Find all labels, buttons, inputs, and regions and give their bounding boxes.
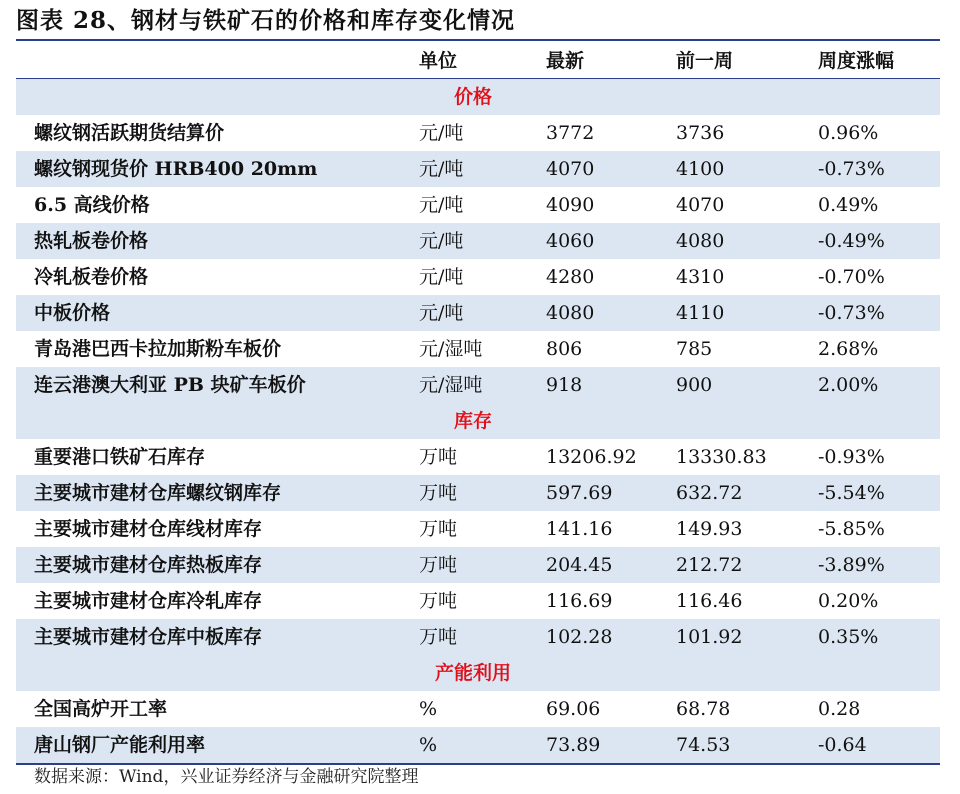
prev-week-value: 13330.83 bbox=[676, 446, 767, 468]
table-row bbox=[16, 583, 940, 619]
unit: 万吨 bbox=[419, 626, 458, 648]
latest-value: 4070 bbox=[546, 158, 595, 180]
weekly-change: 0.20% bbox=[818, 590, 879, 612]
unit: 元/吨 bbox=[419, 194, 464, 216]
header-latest: 最新 bbox=[546, 50, 585, 72]
prev-week-value: 4100 bbox=[676, 158, 725, 180]
unit: 元/吨 bbox=[419, 230, 464, 252]
unit: 万吨 bbox=[419, 518, 458, 540]
weekly-change: 2.68% bbox=[818, 338, 879, 360]
item-name: 主要城市建材仓库中板库存 bbox=[34, 626, 263, 648]
source-note: 数据来源：Wind，兴业证券经济与金融研究院整理 bbox=[34, 767, 419, 787]
section-row bbox=[16, 403, 940, 439]
weekly-change: -0.70% bbox=[818, 266, 885, 288]
table-row bbox=[16, 331, 940, 367]
prev-week-value: 4110 bbox=[676, 302, 725, 324]
section-row bbox=[16, 655, 940, 691]
table-body bbox=[16, 79, 940, 763]
latest-value: 4090 bbox=[546, 194, 595, 216]
weekly-change: -5.85% bbox=[818, 518, 885, 540]
item-name: 热轧板卷价格 bbox=[34, 230, 149, 252]
prev-week-value: 101.92 bbox=[676, 626, 743, 648]
unit: 元/吨 bbox=[419, 302, 464, 324]
prev-week-value: 632.72 bbox=[676, 482, 743, 504]
weekly-change: 2.00% bbox=[818, 374, 879, 396]
unit: % bbox=[419, 734, 438, 756]
unit: 万吨 bbox=[419, 554, 458, 576]
weekly-change: -0.49% bbox=[818, 230, 885, 252]
header-weekly-change: 周度涨幅 bbox=[818, 50, 895, 72]
table-row bbox=[16, 367, 940, 403]
item-name: 螺纹钢活跃期货结算价 bbox=[34, 122, 225, 144]
header-prev-week: 前一周 bbox=[676, 50, 734, 72]
table-row bbox=[16, 439, 940, 475]
unit: 万吨 bbox=[419, 482, 458, 504]
table-row bbox=[16, 187, 940, 223]
latest-value: 13206.92 bbox=[546, 446, 637, 468]
prev-week-value: 4070 bbox=[676, 194, 725, 216]
item-name: 青岛港巴西卡拉加斯粉车板价 bbox=[34, 338, 282, 360]
weekly-change: 0.35% bbox=[818, 626, 879, 648]
table-row bbox=[16, 151, 940, 187]
unit: 元/湿吨 bbox=[419, 374, 483, 396]
item-name: 重要港口铁矿石库存 bbox=[34, 446, 206, 468]
table-row bbox=[16, 691, 940, 727]
prev-week-value: 212.72 bbox=[676, 554, 743, 576]
prev-week-value: 4080 bbox=[676, 230, 725, 252]
table-row bbox=[16, 295, 940, 331]
latest-value: 806 bbox=[546, 338, 583, 360]
unit: 元/吨 bbox=[419, 158, 464, 180]
prev-week-value: 74.53 bbox=[676, 734, 731, 756]
table-row bbox=[16, 115, 940, 151]
table-row bbox=[16, 259, 940, 295]
latest-value: 918 bbox=[546, 374, 583, 396]
section-row bbox=[16, 79, 940, 115]
unit: 元/吨 bbox=[419, 266, 464, 288]
table-row bbox=[16, 475, 940, 511]
item-name: 连云港澳大利亚 PB 块矿车板价 bbox=[34, 374, 306, 396]
weekly-change: -0.64 bbox=[818, 734, 867, 756]
unit: 元/湿吨 bbox=[419, 338, 483, 360]
weekly-change: -0.73% bbox=[818, 158, 885, 180]
latest-value: 102.28 bbox=[546, 626, 613, 648]
item-name: 螺纹钢现货价 HRB400 20mm bbox=[34, 158, 318, 180]
item-name: 主要城市建材仓库热板库存 bbox=[34, 554, 263, 576]
latest-value: 116.69 bbox=[546, 590, 613, 612]
item-name: 冷轧板卷价格 bbox=[34, 266, 149, 288]
weekly-change: -5.54% bbox=[818, 482, 885, 504]
item-name: 6.5 高线价格 bbox=[34, 194, 150, 216]
latest-value: 4280 bbox=[546, 266, 595, 288]
table-header bbox=[16, 44, 940, 79]
table-row bbox=[16, 619, 940, 655]
latest-value: 597.69 bbox=[546, 482, 613, 504]
prev-week-value: 116.46 bbox=[676, 590, 743, 612]
item-name: 中板价格 bbox=[34, 302, 111, 324]
unit: 万吨 bbox=[419, 590, 458, 612]
latest-value: 73.89 bbox=[546, 734, 601, 756]
figure-title: 图表 28、钢材与铁矿石的价格和库存变化情况 bbox=[16, 7, 516, 34]
item-name: 全国高炉开工率 bbox=[34, 698, 168, 720]
prev-week-value: 149.93 bbox=[676, 518, 743, 540]
latest-value: 141.16 bbox=[546, 518, 613, 540]
latest-value: 4060 bbox=[546, 230, 595, 252]
weekly-change: -0.93% bbox=[818, 446, 885, 468]
prev-week-value: 900 bbox=[676, 374, 713, 396]
section-label: 价格 bbox=[453, 86, 492, 108]
unit: 万吨 bbox=[419, 446, 458, 468]
table-row bbox=[16, 223, 940, 259]
weekly-change: -3.89% bbox=[818, 554, 885, 576]
prev-week-value: 785 bbox=[676, 338, 713, 360]
item-name: 主要城市建材仓库螺纹钢库存 bbox=[34, 482, 282, 504]
weekly-change: 0.28 bbox=[818, 698, 861, 720]
table-row bbox=[16, 727, 940, 763]
prev-week-value: 3736 bbox=[676, 122, 725, 144]
latest-value: 204.45 bbox=[546, 554, 613, 576]
prev-week-value: 68.78 bbox=[676, 698, 731, 720]
section-label: 库存 bbox=[453, 410, 492, 432]
unit: % bbox=[419, 698, 438, 720]
section-label: 产能利用 bbox=[434, 662, 511, 684]
top-rule bbox=[16, 39, 940, 41]
header-unit: 单位 bbox=[419, 50, 458, 72]
latest-value: 4080 bbox=[546, 302, 595, 324]
latest-value: 3772 bbox=[546, 122, 595, 144]
weekly-change: -0.73% bbox=[818, 302, 885, 324]
item-name: 唐山钢厂产能利用率 bbox=[34, 734, 206, 756]
data-table bbox=[16, 44, 940, 763]
prev-week-value: 4310 bbox=[676, 266, 725, 288]
weekly-change: 0.49% bbox=[818, 194, 879, 216]
item-name: 主要城市建材仓库冷轧库存 bbox=[34, 590, 263, 612]
table-row bbox=[16, 511, 940, 547]
latest-value: 69.06 bbox=[546, 698, 601, 720]
unit: 元/吨 bbox=[419, 122, 464, 144]
weekly-change: 0.96% bbox=[818, 122, 879, 144]
table-row bbox=[16, 547, 940, 583]
item-name: 主要城市建材仓库线材库存 bbox=[34, 518, 263, 540]
